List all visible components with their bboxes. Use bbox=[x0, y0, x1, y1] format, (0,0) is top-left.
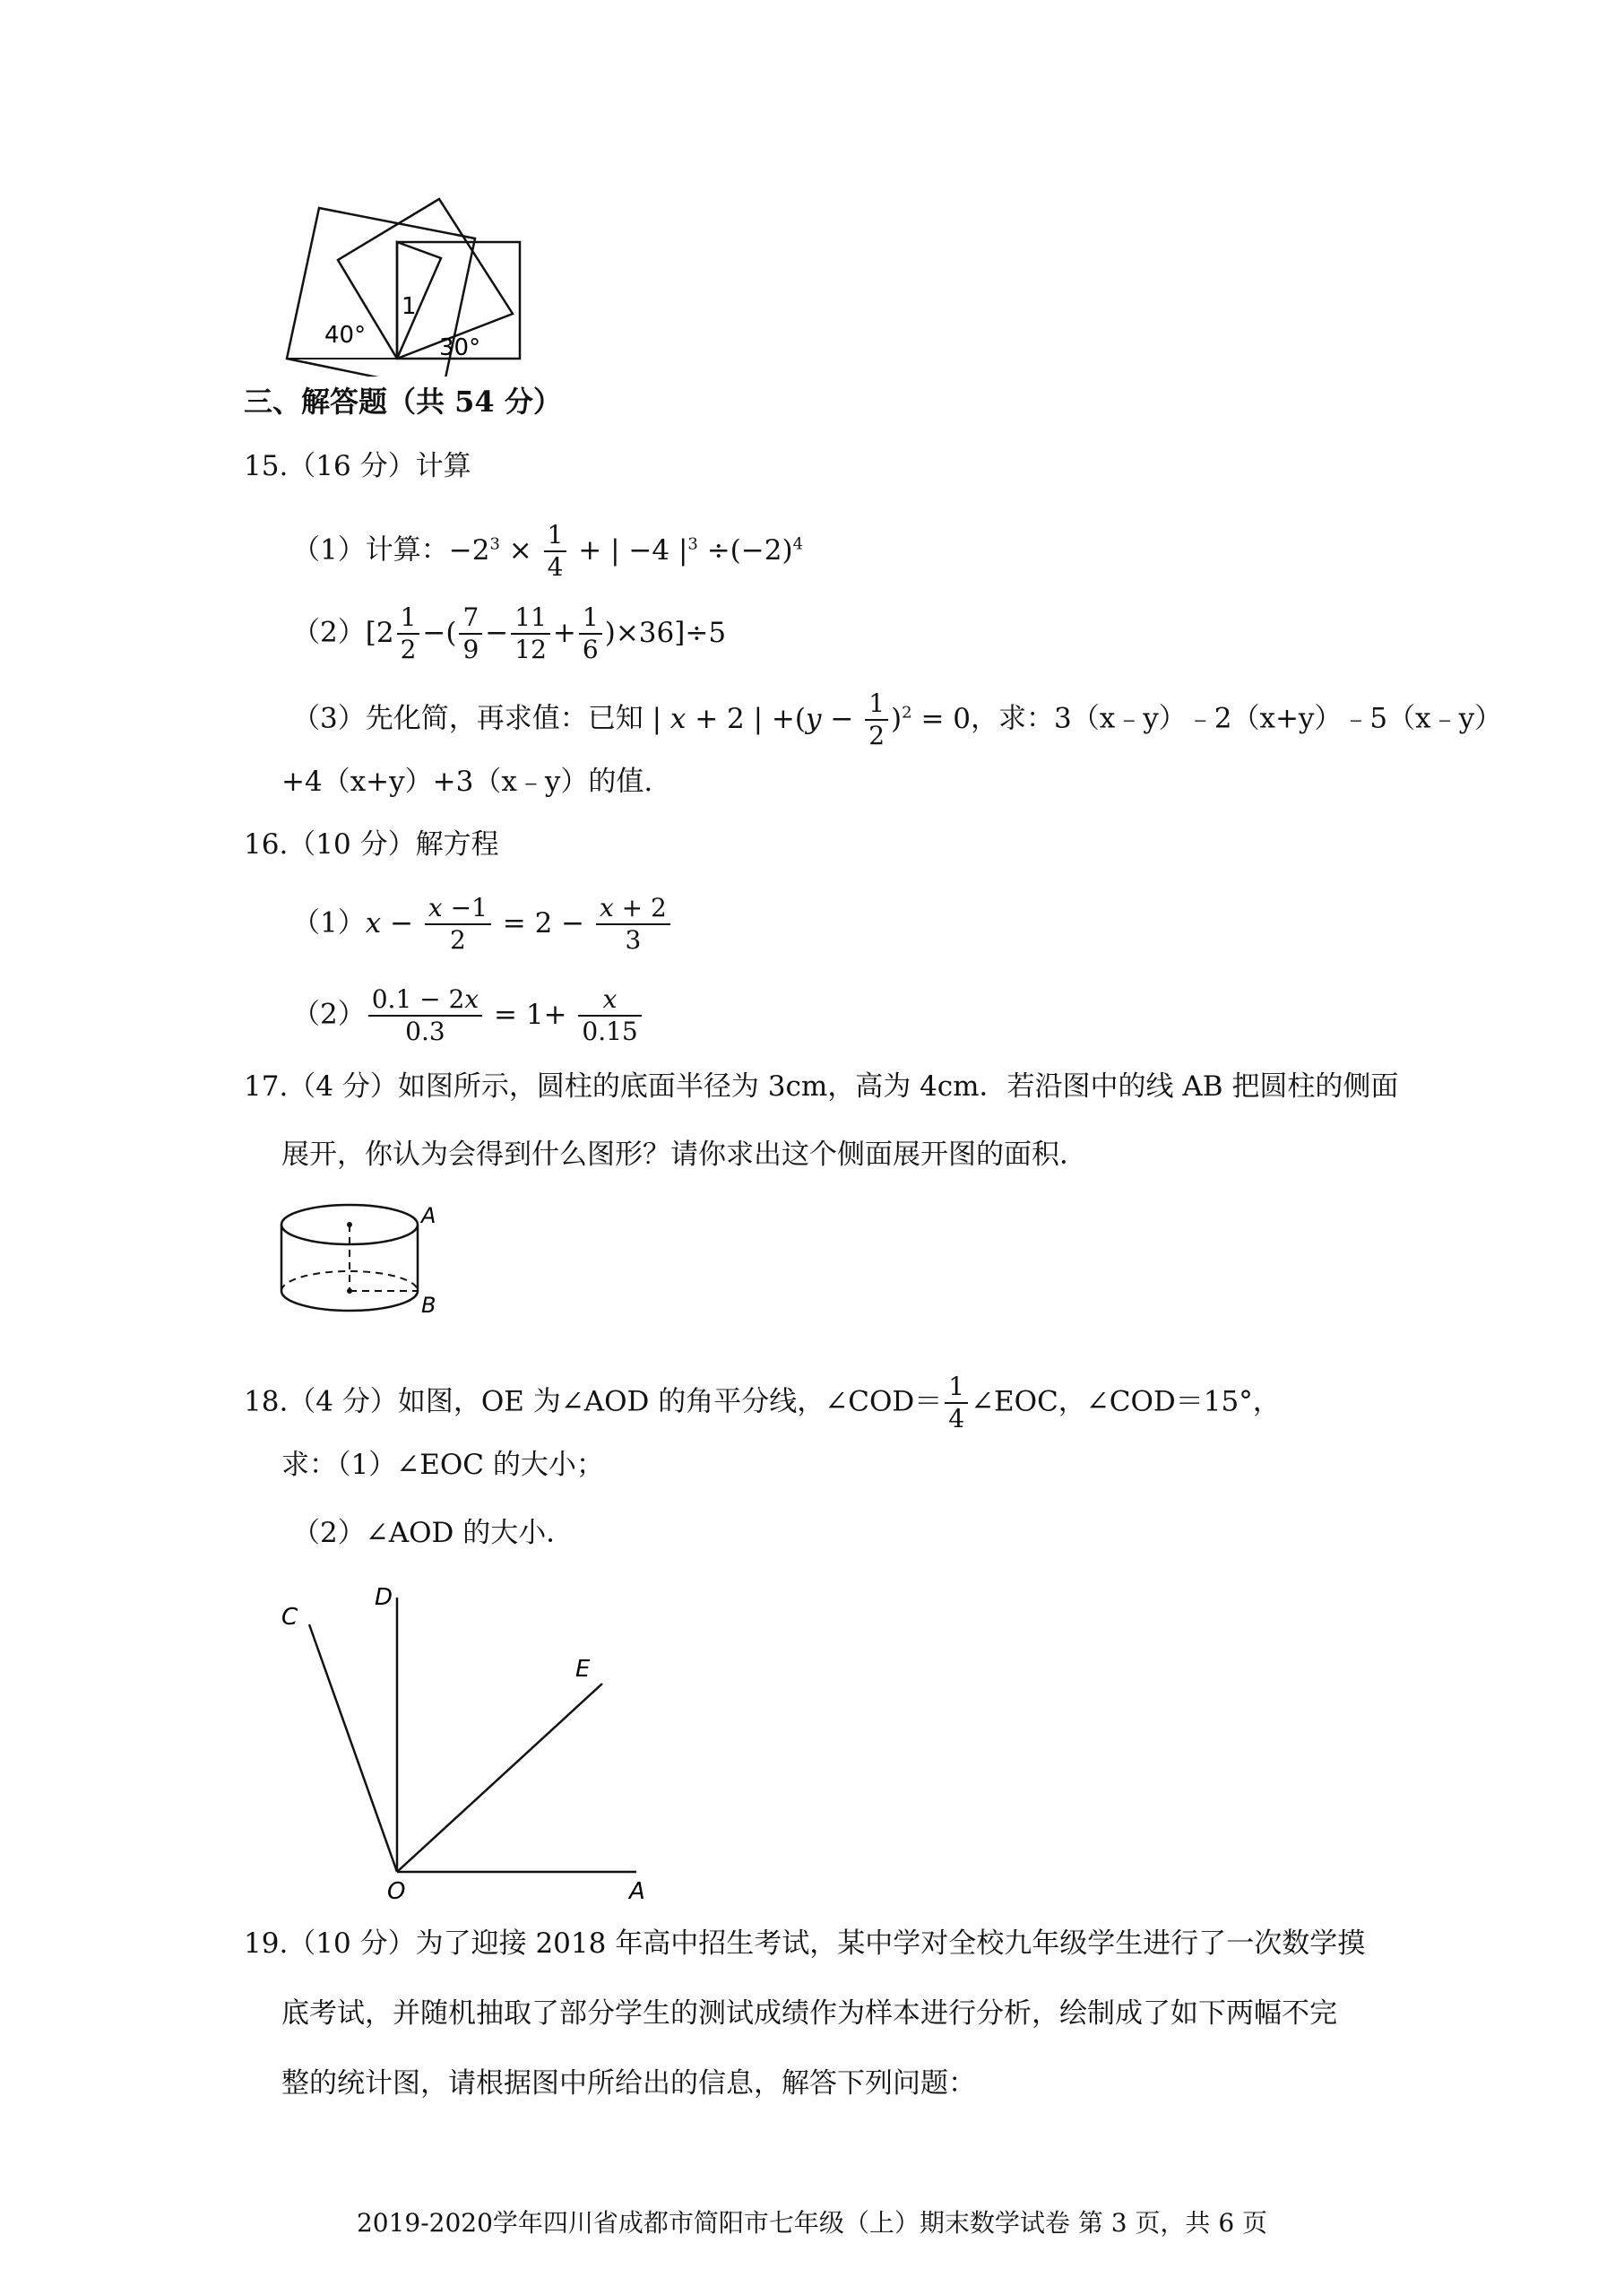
q19-line1: 19.（10 分）为了迎接 2018 年高中招生考试，某中学对全校九年级学生进行了一次数学摸 bbox=[244, 1927, 1366, 1960]
q18-line1-part-b: ∠EOC，∠COD＝15°， bbox=[971, 1385, 1281, 1418]
q15-part2-prefix: （2） bbox=[292, 616, 366, 649]
q16-part2-prefix: （2） bbox=[292, 998, 366, 1031]
q17-line2: 展开，你认为会得到什么图形？请你求出这个侧面展开图的面积． bbox=[281, 1139, 1087, 1171]
q16-part2 bbox=[292, 984, 644, 1047]
q15-part1-prefix: （1）计算： bbox=[292, 533, 449, 567]
q19-line2: 底考试，并随机抽取了部分学生的测试成绩作为样本进行分析，绘制成了如下两幅不完 bbox=[281, 1997, 1337, 2030]
ray-label-e: E bbox=[575, 1656, 591, 1683]
q15-part3-prefix: （3）先化简，再求值：已知 bbox=[292, 702, 644, 735]
angle-1-label: 1 bbox=[402, 293, 417, 320]
q16-part1-expr: x − $\frac{x -1}{2}$ = 2 − $\frac{x + 2}{3}$ bbox=[366, 907, 673, 940]
angle-30-label: 30° bbox=[439, 334, 481, 361]
q15-part2 bbox=[292, 602, 726, 665]
q15-part3-ask: ，求：3（x﹣y）﹣2（x+y）﹣5（x﹣y） bbox=[971, 702, 1503, 735]
q15-part1-expr: $-2^3$ × $\frac{1}{4}$ + | −4 $|^3 \div(-2)^4$ bbox=[448, 520, 804, 582]
q16-part2-expr: $\frac{0.1 - 2x}{0.3}$ = 1+ $\frac{x}{0.15}$ bbox=[366, 999, 644, 1031]
angle-40-label: 40° bbox=[324, 322, 367, 349]
ray-label-c: C bbox=[281, 1604, 298, 1631]
q18-fraction-one-quarter: $\frac{1}{4}$ bbox=[945, 1372, 968, 1434]
figure-overlapping-squares bbox=[269, 188, 538, 377]
page-footer: 2019-2020学年四川省成都市简阳市七年级（上）期末数学试卷 第 3 页，共 6 页 bbox=[356, 2208, 1268, 2238]
q15-part2-expr: [2 $\frac{1}{2}$ −( $\frac{7}{9}$ − $\frac{11}{12}$ + $\frac{1}{6}$ )×36]÷5 bbox=[365, 602, 727, 664]
q18-ask1: 求：（1）∠EOC 的大小； bbox=[281, 1449, 604, 1481]
q19-line3: 整的统计图，请根据图中所给出的信息，解答下列问题： bbox=[281, 2067, 976, 2100]
cylinder-label-b: B bbox=[421, 1293, 436, 1318]
q15-part3 bbox=[292, 688, 1502, 751]
q15-part3-condition: | x + 2 | +(y − $\frac{1}{2}$ )$^2$ = 0 bbox=[643, 688, 972, 750]
q17-line1: 17.（4 分）如图所示，圆柱的底面半径为 3cm，高为 4cm．若沿图中的线 AB 把圆柱的侧面 bbox=[244, 1070, 1399, 1103]
q15-title: 15.（16 分）计算 bbox=[244, 450, 471, 482]
q16-title: 16.（10 分）解方程 bbox=[244, 828, 499, 861]
ray-label-o: O bbox=[387, 1878, 406, 1901]
figure-angle-rays bbox=[269, 1578, 663, 1901]
q16-part1-prefix: （1） bbox=[292, 906, 366, 940]
q16-part1 bbox=[292, 893, 673, 956]
q15-part1 bbox=[292, 520, 803, 583]
q15-part3-continued: +4（x+y）+3（x﹣y）的值. bbox=[281, 766, 653, 798]
ray-label-a: A bbox=[629, 1878, 645, 1901]
ray-label-d: D bbox=[375, 1584, 393, 1611]
cylinder-label-a: A bbox=[421, 1203, 436, 1228]
q18-line1-part-a: 18.（4 分）如图，OE 为∠AOD 的角平分线，∠COD＝ bbox=[244, 1385, 943, 1418]
q18-ask2: （2）∠AOD 的大小． bbox=[292, 1517, 574, 1549]
figure-cylinder bbox=[269, 1201, 448, 1318]
section-3-title: 三、解答题（共 54 分） bbox=[244, 385, 562, 419]
q18-line1 bbox=[244, 1372, 1281, 1434]
